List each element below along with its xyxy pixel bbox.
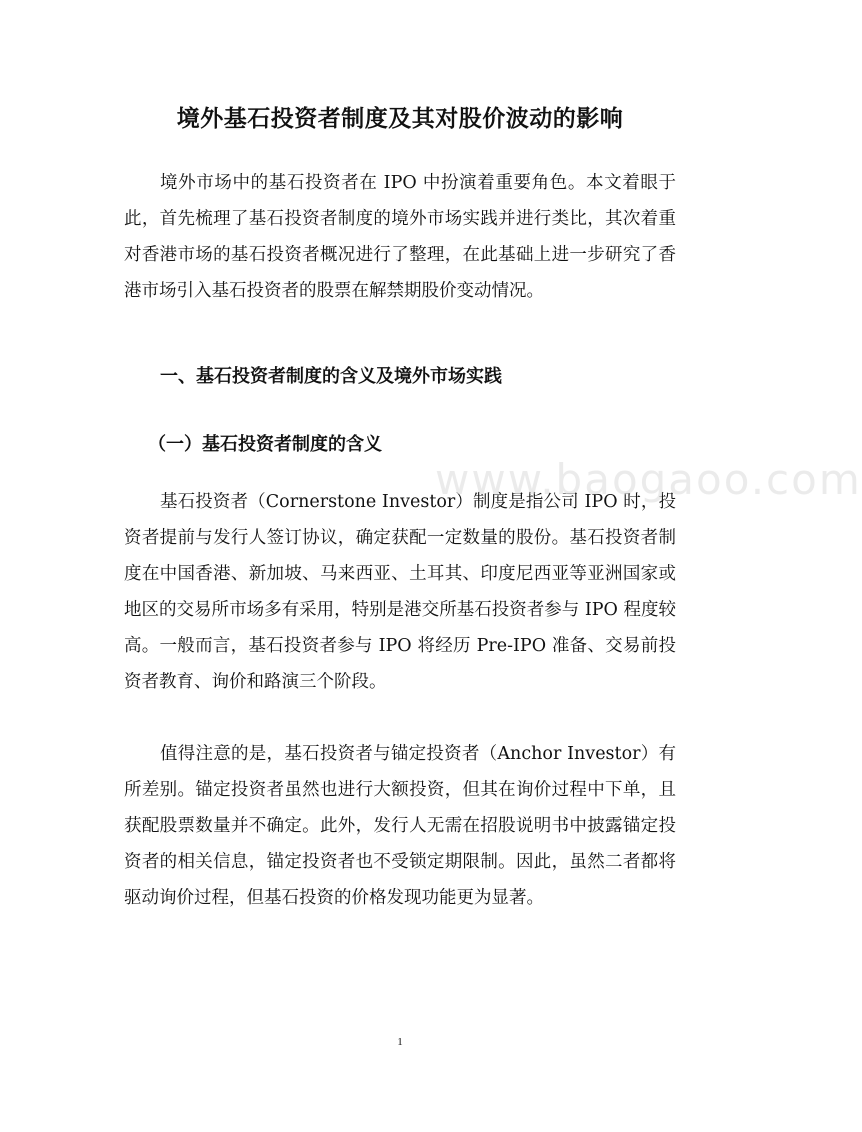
page-number: 1 (397, 1036, 403, 1048)
body-paragraph-2: 值得注意的是，基石投资者与锚定投资者（Anchor Investor）有所差别。锚定投资者虽然也进行大额投资，但其在询价过程中下单，且获配股票数量并不确定。此外，发行人无需在招股说明书中披露锚定投资者的相关信息，锚定投资者也不受锁定期限制。因此，虽然二者都将驱动询价过程，但基石投资的价格发现功能更为显著。 (124, 744, 676, 908)
section-heading: 一、基石投资者制度的含义及境外市场实践 (160, 366, 502, 387)
body-paragraph-1: 基石投资者（Cornerstone Investor）制度是指公司 IPO 时，投资者提前与发行人签订协议，确定获配一定数量的股份。基石投资者制度在中国香港、新加坡、马来西亚、土耳其、印度尼西亚等亚洲国家或地区的交易所市场多有采用，特别是港交所基石投资者参与 IPO 程度较高。一般而言，基石投资者参与 IPO 将经历 Pre-IPO 准备、交易前投资者教育、询价和路演三个阶段。 (124, 492, 676, 692)
watermark-text: www.baogaoo.com (435, 455, 862, 504)
document-title: 境外基石投资者制度及其对股价波动的影响 (176, 106, 624, 132)
abstract-paragraph: 境外市场中的基石投资者在 IPO 中扮演着重要角色。本文着眼于此，首先梳理了基石投资者制度的境外市场实践并进行类比，其次着重对香港市场的基石投资者概况进行了整理，在此基础上进一步研究了香港市场引入基石投资者的股票在解禁期股价变动情况。 (124, 173, 676, 301)
subsection-heading: （一）基石投资者制度的含义 (148, 434, 382, 455)
